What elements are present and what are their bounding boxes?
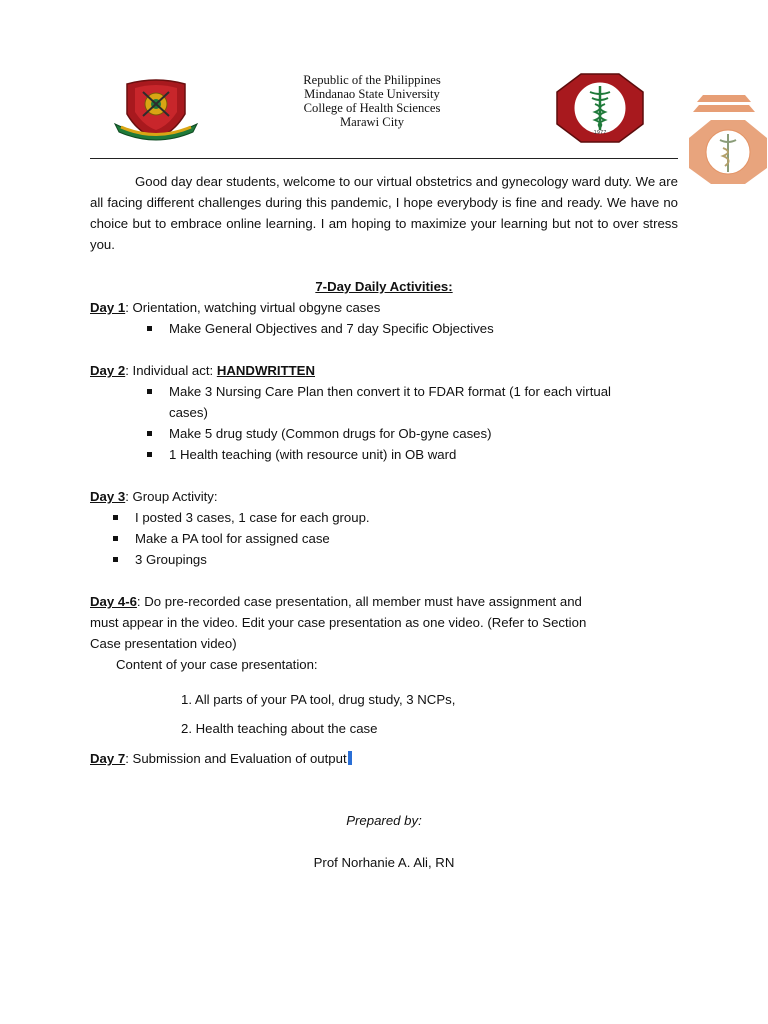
day2-emphasis: HANDWRITTEN — [216, 363, 316, 378]
day2-bullet: Make 5 drug study (Common drugs for Ob-gyne cases) — [169, 426, 492, 441]
bullet-marker — [147, 389, 152, 394]
bullet-marker — [147, 326, 152, 331]
text-cursor — [348, 751, 352, 765]
day2-bullet-continued: cases) — [169, 405, 208, 420]
day3-bullet: I posted 3 cases, 1 case for each group. — [135, 510, 370, 525]
content-item: 2. Health teaching about the case — [181, 721, 378, 736]
content-item: 1. All parts of your PA tool, drug study, 3 NCPs, — [181, 692, 456, 707]
day3-label: Day 3 — [90, 489, 126, 504]
content-heading: Content of your case presentation: — [116, 657, 318, 672]
day2-bullet: 1 Health teaching (with resource unit) in OB ward — [169, 447, 457, 462]
bullet-marker — [113, 515, 118, 520]
bullet-marker — [113, 557, 118, 562]
day46-line — [90, 591, 582, 612]
day2-line — [90, 360, 315, 381]
bullet-marker — [147, 431, 152, 436]
college-seal-logo — [555, 72, 645, 144]
day1-text: : Orientation, watching virtual obgyne cases — [125, 300, 381, 315]
day7-label: Day 7 — [90, 751, 126, 766]
day3-text: : Group Activity: — [125, 489, 218, 504]
intro-text: Good day dear students, welcome to our virtual obstetrics and gynecology ward duty. We are all facing different challenges during this pandemic, I hope everybody is fine and ready. We have no choice but to embrace online learning. I am hoping to maximize your learning but not to over stress you. — [90, 174, 678, 252]
day3-line — [90, 486, 218, 507]
header-line-country: Republic of the Philippines — [303, 73, 441, 87]
bullet-marker — [113, 536, 118, 541]
day46-text: : Do pre-recorded case presentation, all member must have assignment and — [136, 594, 582, 609]
day3-bullet: 3 Groupings — [135, 552, 207, 567]
bullet-marker — [147, 452, 152, 457]
msu-seal-logo — [113, 74, 199, 142]
faded-seal-logo — [685, 92, 768, 184]
svg-text:1977: 1977 — [593, 130, 607, 136]
header-line-university: Mindanao State University — [304, 87, 440, 101]
day1-label: Day 1 — [90, 300, 126, 315]
day7-line — [90, 748, 352, 769]
day2-bullet: Make 3 Nursing Care Plan then convert it to FDAR format (1 for each virtual — [169, 384, 611, 399]
day2-text: : Individual act: — [125, 363, 217, 378]
prepared-by-label: Prepared by: — [346, 813, 422, 828]
intro-paragraph — [90, 171, 678, 255]
header-line-city: Marawi City — [339, 115, 404, 129]
day1-bullet: Make General Objectives and 7 day Specific Objectives — [169, 321, 494, 336]
day3-bullet: Make a PA tool for assigned case — [135, 531, 330, 546]
day2-label: Day 2 — [90, 363, 126, 378]
activities-title: 7-Day Daily Activities: — [315, 279, 453, 294]
day46-text-line2: must appear in the video. Edit your case presentation as one video. (Refer to Section — [90, 615, 587, 630]
header-line-college: College of Health Sciences — [303, 101, 441, 115]
day1-line — [90, 297, 380, 318]
day46-label: Day 4-6 — [90, 594, 137, 609]
preparer-name: Prof Norhanie A. Ali, RN — [313, 855, 455, 870]
day46-text-line3: Case presentation video) — [90, 636, 237, 651]
header-divider — [90, 158, 678, 159]
institution-header — [262, 73, 482, 129]
day7-text: : Submission and Evaluation of output — [125, 751, 347, 766]
